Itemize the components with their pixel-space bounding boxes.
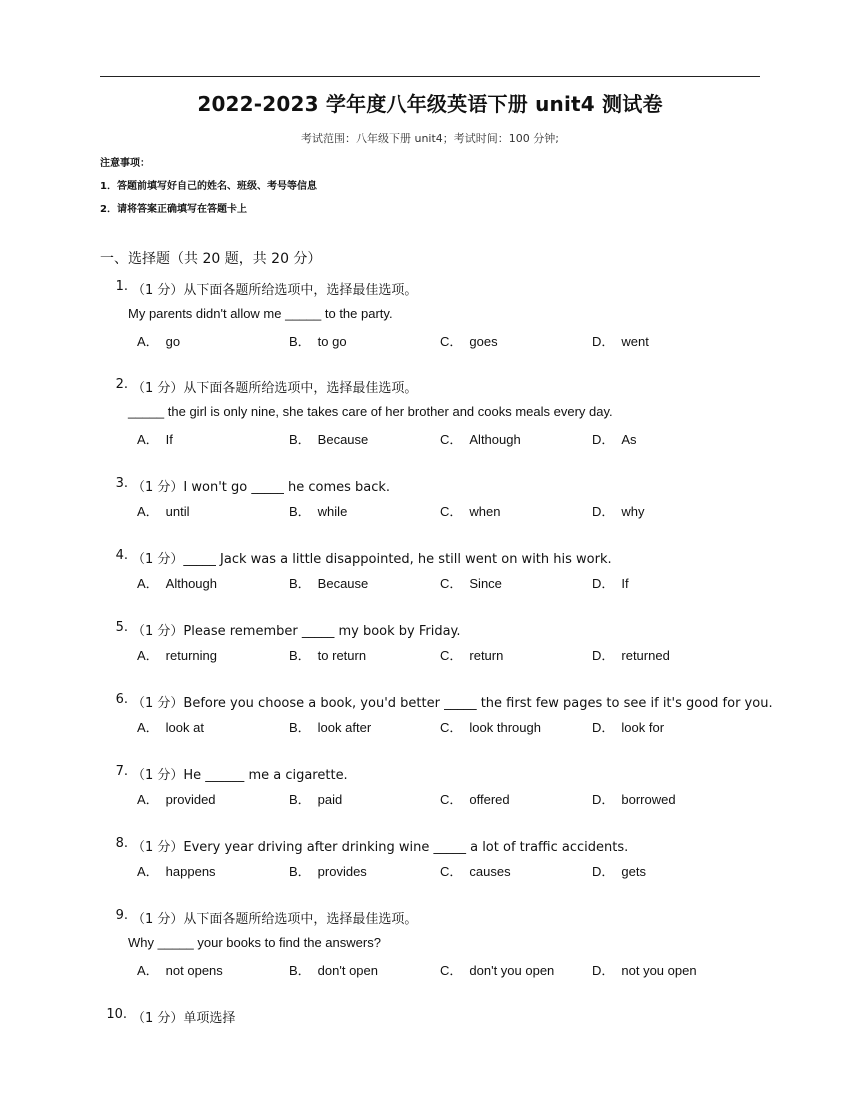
answer-option[interactable] <box>289 645 366 664</box>
option-text: As <box>621 432 637 447</box>
answer-option[interactable] <box>137 960 223 979</box>
answer-option[interactable] <box>592 861 646 880</box>
question-number: 6. <box>115 692 128 707</box>
option-text: borrowed <box>621 792 676 807</box>
answer-option[interactable] <box>440 717 541 736</box>
answer-option[interactable] <box>137 789 216 808</box>
option-letter: C． <box>440 576 463 591</box>
option-letter: A． <box>137 576 159 591</box>
option-letter: C． <box>440 792 463 807</box>
option-letter: D． <box>592 963 615 978</box>
option-letter: D． <box>592 432 615 447</box>
option-text: If <box>165 432 173 447</box>
option-letter: A． <box>137 963 159 978</box>
section-heading: 一、选择题（共 20 题，共 20 分） <box>100 251 322 267</box>
option-letter: C． <box>440 334 463 349</box>
option-text: to return <box>317 648 367 663</box>
option-letter: A． <box>137 504 159 519</box>
option-text: Although <box>165 576 217 591</box>
question-number: 7. <box>115 764 128 779</box>
option-letter: D． <box>592 792 615 807</box>
question-stem: （1 分）Please remember _____ my book by Friday. <box>132 624 461 639</box>
question-stem: （1 分）He ______ me a cigarette. <box>132 768 348 783</box>
option-text: returned <box>621 648 670 663</box>
option-text: to go <box>317 334 347 349</box>
answer-option[interactable] <box>440 960 554 979</box>
option-letter: D． <box>592 334 615 349</box>
option-letter: B． <box>289 576 311 591</box>
answer-option[interactable] <box>592 573 629 592</box>
answer-option[interactable] <box>289 960 378 979</box>
option-text: provides <box>317 864 367 879</box>
answer-option[interactable] <box>137 501 190 520</box>
header-rule <box>100 76 760 77</box>
option-text: go <box>165 334 181 349</box>
exam-info: 考试范围：八年级下册 unit4；考试时间：100 分钟; <box>300 132 559 145</box>
question-number: 8. <box>115 836 128 851</box>
option-text: paid <box>317 792 343 807</box>
option-letter: A． <box>137 648 159 663</box>
answer-option[interactable] <box>592 331 649 350</box>
answer-option[interactable] <box>137 861 216 880</box>
answer-option[interactable] <box>289 573 368 592</box>
option-text: causes <box>469 864 511 879</box>
question-stem: （1 分）从下面各题所给选项中，选择最佳选项。 <box>132 912 418 927</box>
option-text: look after <box>317 720 372 735</box>
option-text: goes <box>469 334 498 349</box>
option-letter: B． <box>289 334 311 349</box>
option-letter: B． <box>289 648 311 663</box>
answer-option[interactable] <box>137 331 180 350</box>
option-letter: A． <box>137 864 159 879</box>
option-text: don't you open <box>469 963 555 978</box>
question-stem: （1 分）从下面各题所给选项中，选择最佳选项。 <box>132 381 418 396</box>
option-text: Since <box>469 576 502 591</box>
option-letter: C． <box>440 432 463 447</box>
answer-option[interactable] <box>440 645 503 664</box>
option-letter: C． <box>440 504 463 519</box>
question-number: 1. <box>115 279 128 294</box>
option-letter: B． <box>289 963 311 978</box>
answer-option[interactable] <box>592 645 670 664</box>
question-stem: （1 分）单项选择 <box>132 1011 236 1026</box>
question-stem: （1 分）从下面各题所给选项中，选择最佳选项。 <box>132 283 418 298</box>
answer-option[interactable] <box>440 501 500 520</box>
option-letter: B． <box>289 432 311 447</box>
option-text: why <box>621 504 645 519</box>
notice-item: 1．答题前填写好自己的姓名、班级、考号等信息 <box>100 181 317 192</box>
question-sentence: _____ the girl is only nine, she takes care of her brother and cooks meals every day. <box>128 404 613 419</box>
option-text: not you open <box>621 963 697 978</box>
option-text: look through <box>469 720 541 735</box>
option-text: provided <box>165 792 216 807</box>
answer-option[interactable] <box>592 789 676 808</box>
question-number: 3. <box>115 476 128 491</box>
question-stem: （1 分）_____ Jack was a little disappointed, he still went on with his work. <box>132 552 612 567</box>
option-letter: C． <box>440 720 463 735</box>
option-letter: A． <box>137 432 159 447</box>
answer-option[interactable] <box>137 573 217 592</box>
option-text: offered <box>469 792 510 807</box>
answer-option[interactable] <box>440 429 521 448</box>
option-letter: C． <box>440 864 463 879</box>
option-text: gets <box>621 864 646 879</box>
option-letter: D． <box>592 576 615 591</box>
option-text: not opens <box>165 963 223 978</box>
answer-option[interactable] <box>289 789 342 808</box>
answer-option[interactable] <box>137 429 173 448</box>
answer-option[interactable] <box>592 717 664 736</box>
question-sentence: Why _____ your books to find the answers? <box>128 935 381 950</box>
option-letter: D． <box>592 504 615 519</box>
answer-option[interactable] <box>592 960 697 979</box>
option-letter: B． <box>289 720 311 735</box>
option-text: happens <box>165 864 216 879</box>
option-text: return <box>469 648 504 663</box>
option-text: don't open <box>317 963 378 978</box>
option-text: look for <box>621 720 665 735</box>
option-letter: C． <box>440 648 463 663</box>
answer-option[interactable] <box>137 717 204 736</box>
question-sentence: My parents didn't allow me _____ to the party. <box>128 306 393 321</box>
question-number: 5. <box>115 620 128 635</box>
answer-option[interactable] <box>440 861 511 880</box>
answer-option[interactable] <box>440 573 502 592</box>
option-text: Because <box>317 576 369 591</box>
option-letter: A． <box>137 792 159 807</box>
option-letter: C． <box>440 963 463 978</box>
option-text: Although <box>469 432 521 447</box>
option-text: look at <box>165 720 204 735</box>
notice-item: 2．请将答案正确填写在答题卡上 <box>100 204 247 215</box>
option-letter: B． <box>289 504 311 519</box>
answer-option[interactable] <box>289 861 367 880</box>
question-number: 10. <box>106 1007 127 1022</box>
option-text: when <box>469 504 501 519</box>
option-letter: D． <box>592 720 615 735</box>
answer-option[interactable] <box>440 789 510 808</box>
answer-option[interactable] <box>440 331 498 350</box>
option-text: If <box>621 576 629 591</box>
question-number: 2. <box>115 377 128 392</box>
option-text: until <box>165 504 190 519</box>
question-stem: （1 分）I won't go _____ he comes back. <box>132 480 391 495</box>
option-text: Because <box>317 432 369 447</box>
option-letter: D． <box>592 648 615 663</box>
option-letter: A． <box>137 720 159 735</box>
answer-option[interactable] <box>592 501 645 520</box>
question-number: 4. <box>115 548 128 563</box>
notice-heading: 注意事项： <box>100 158 150 169</box>
answer-option[interactable] <box>289 717 371 736</box>
answer-option[interactable] <box>592 429 637 448</box>
answer-option[interactable] <box>289 429 368 448</box>
answer-option[interactable] <box>289 331 347 350</box>
question-number: 9. <box>115 908 128 923</box>
question-stem: （1 分）Before you choose a book, you'd better _____ the first few pages to see if it's good for you. <box>132 696 773 711</box>
option-letter: A． <box>137 334 159 349</box>
option-letter: B． <box>289 864 311 879</box>
question-stem: （1 分）Every year driving after drinking wine _____ a lot of traffic accidents. <box>132 840 629 855</box>
option-letter: B． <box>289 792 311 807</box>
option-text: went <box>621 334 649 349</box>
page-title: 2022-2023 学年度八年级英语下册 unit4 测试卷 <box>197 92 663 116</box>
option-text: while <box>317 504 348 519</box>
answer-option[interactable] <box>137 645 217 664</box>
option-letter: D． <box>592 864 615 879</box>
option-text: returning <box>165 648 217 663</box>
answer-option[interactable] <box>289 501 347 520</box>
